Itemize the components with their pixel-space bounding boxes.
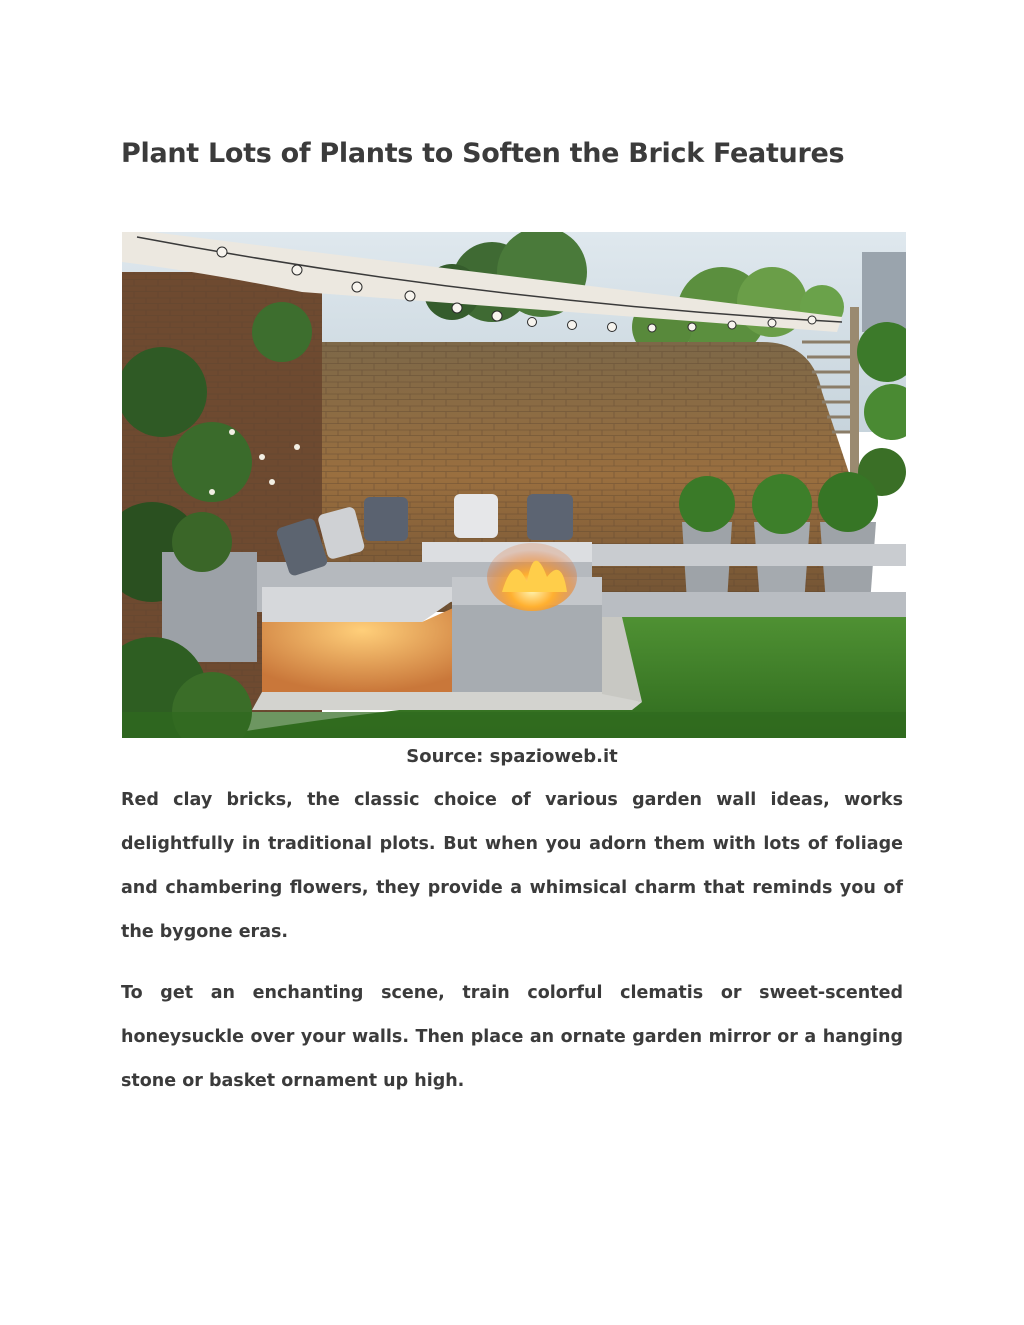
article-title: Plant Lots of Plants to Soften the Brick Features [121,138,845,169]
garden-photo [122,232,906,738]
article-paragraph-2: To get an enchanting scene, train colorful clematis or sweet-scented honeysuckle over your walls. Then place an ornate garden mirror or a hanging stone or basket ornament up high. [121,983,903,1091]
article-paragraph-1: Red clay bricks, the classic choice of various garden wall ideas, works delightfully in traditional plots. But when you adorn them with lots of foliage and chambering flowers, they provide a whimsical charm that reminds you of the bygone eras. [121,790,903,942]
garden-illustration [122,232,906,738]
image-caption: Source: spazioweb.it [406,746,618,767]
